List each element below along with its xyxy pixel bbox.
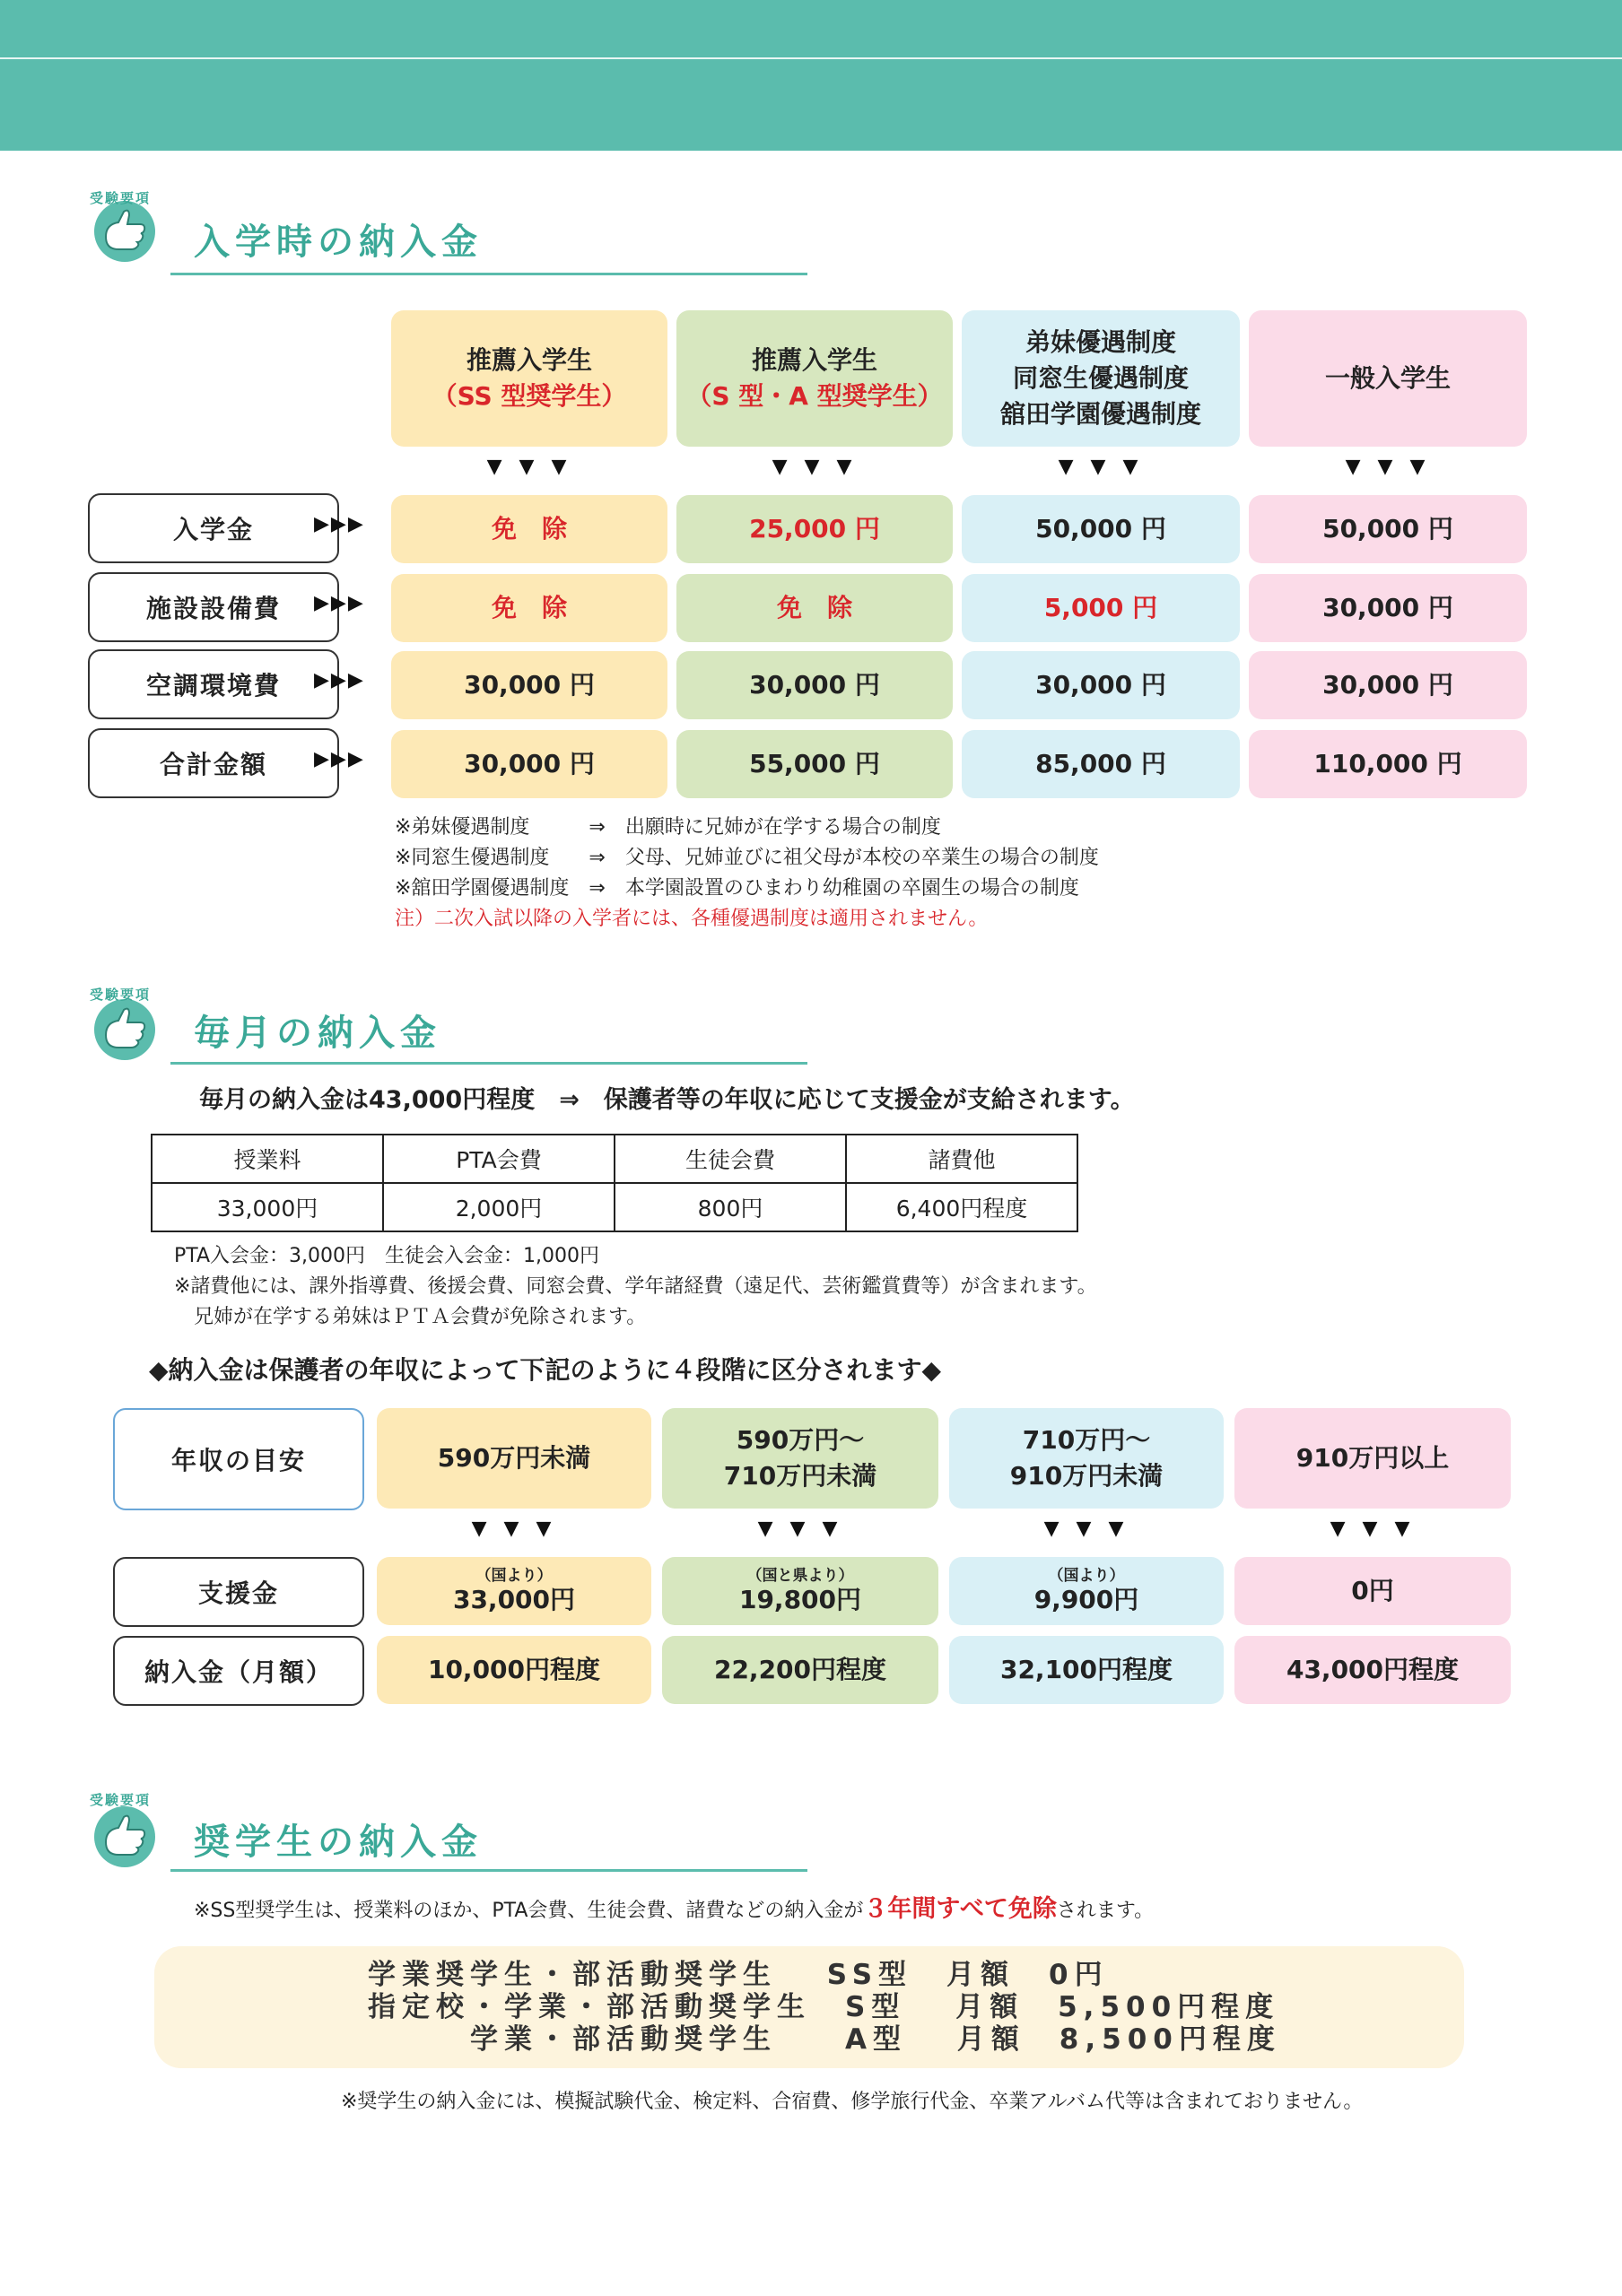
row-label-income: 年収の目安: [113, 1408, 364, 1510]
monthly-intro: 毎月の納入金は43,000円程度 ⇒ 保護者等の年収に応じて支援金が支給されます。: [199, 1086, 1135, 1114]
down-triangle-icon: ▼ ▼ ▼: [1043, 1518, 1129, 1540]
section-rule: [170, 1869, 807, 1872]
cell-value: 30,000 円: [1249, 574, 1527, 642]
cell-value: 5,000 円: [962, 574, 1240, 642]
down-triangle-icon: ▼ ▼ ▼: [1330, 1518, 1416, 1540]
income-bracket-4: 910万円以上: [1234, 1408, 1511, 1509]
table-cell: 6,400円程度: [846, 1183, 1077, 1231]
cell-value: 110,000 円: [1249, 730, 1527, 798]
table-cell: 33,000円: [152, 1183, 383, 1231]
cell-value: 免 除: [391, 574, 667, 642]
income-bracket-3: 710万円～ 910万円未満: [949, 1408, 1224, 1509]
scholar-line: 学業奨学生・部活動奨学生 SS型 月額 0円: [368, 1959, 1109, 1991]
scholar-footnote: ※奨学生の納入金には、模擬試験代金、検定料、合宿費、修学旅行代金、卒業アルバム代等は含まれておりません。: [341, 2091, 1364, 2113]
bracket-heading: ◆納入金は保護者の年収によって下記のように４段階に区分されます◆: [149, 1355, 942, 1385]
scholar-intro: [194, 1889, 1154, 1924]
monthly-fee-table: [151, 1134, 1078, 1232]
cell-value: 免 除: [676, 574, 953, 642]
payment-cell: 43,000円程度: [1234, 1636, 1511, 1704]
cell-value: 50,000 円: [962, 495, 1240, 563]
section-title-admission: 入学時の納入金: [194, 222, 483, 263]
note-line: ※弟妹優遇制度 ⇒ 出願時に兄姉が在学する場合の制度: [395, 816, 941, 839]
table-cell: 800円: [615, 1183, 846, 1231]
note-line: 兄姉が在学する弟妹はＰＴＡ会費が免除されます。: [174, 1306, 647, 1328]
cell-value: 30,000 円: [391, 651, 667, 719]
cell-value: 30,000 円: [391, 730, 667, 798]
column-header-sa: 推薦入学生 （S 型・A 型奨学生）: [676, 310, 953, 447]
right-triangle-icon: ▶▶▶: [314, 669, 365, 691]
row-label-aircon-fee: 空調環境費: [88, 649, 339, 719]
scholar-intro-suffix: されます。: [1056, 1900, 1155, 1922]
scholar-intro-highlight: ３年間すべて免除: [863, 1895, 1057, 1923]
section-title-monthly: 毎月の納入金: [194, 1013, 441, 1054]
note-line: ※舘田学園優遇制度 ⇒ 本学園設置のひまわり幼稚園の卒園生の場合の制度: [395, 877, 1079, 900]
top-banner: [0, 0, 1622, 151]
section-rule: [170, 273, 807, 275]
row-label-support: 支援金: [113, 1557, 364, 1627]
note-warning: 注）二次入試以降の入学者には、各種優遇制度は適用されません。: [395, 908, 989, 930]
column-header-general: 一般入学生: [1249, 310, 1527, 447]
section-tag: 受験要項: [90, 190, 152, 206]
table-header: 諸費他: [846, 1135, 1077, 1183]
income-bracket-2: 590万円～ 710万円未満: [662, 1408, 938, 1509]
down-triangle-icon: ▼ ▼ ▼: [1058, 456, 1144, 478]
table-header: PTA会費: [383, 1135, 615, 1183]
row-label-facility-fee: 施設設備費: [88, 572, 339, 642]
support-cell: （国より） 9,900円: [949, 1557, 1224, 1625]
scholar-line: 学業・部活動奨学生 A型 月額 8,500円程度: [368, 2023, 1281, 2056]
down-triangle-icon: ▼ ▼ ▼: [757, 1518, 843, 1540]
section-tag: 受験要項: [90, 1792, 152, 1808]
row-label-total: 合計金額: [88, 728, 339, 798]
column-header-ss: 推薦入学生 （SS 型奨学生）: [391, 310, 667, 447]
table-header: 授業料: [152, 1135, 383, 1183]
note-line: ※同窓生優遇制度 ⇒ 父母、兄姉並びに祖父母が本校の卒業生の場合の制度: [395, 847, 1099, 869]
cell-value: 25,000 円: [676, 495, 953, 563]
section-tag: 受験要項: [90, 987, 152, 1003]
cell-value: 30,000 円: [1249, 651, 1527, 719]
support-cell: 0円: [1234, 1557, 1511, 1625]
down-triangle-icon: ▼ ▼ ▼: [471, 1518, 557, 1540]
monthly-notes: [174, 1241, 1097, 1333]
table-header: 生徒会費: [615, 1135, 846, 1183]
payment-cell: 10,000円程度: [377, 1636, 651, 1704]
section-title-scholar: 奨学生の納入金: [194, 1822, 483, 1863]
scholar-intro-prefix: ※SS型奨学生は、授業料のほか、PTA会費、生徒会費、諸費などの納入金が: [194, 1900, 864, 1922]
cell-value: 30,000 円: [676, 651, 953, 719]
table-cell: 2,000円: [383, 1183, 615, 1231]
cell-value: 免 除: [391, 495, 667, 563]
right-triangle-icon: ▶▶▶: [314, 592, 365, 614]
cell-value: 30,000 円: [962, 651, 1240, 719]
cell-value: 55,000 円: [676, 730, 953, 798]
cell-value: 85,000 円: [962, 730, 1240, 798]
payment-cell: 32,100円程度: [949, 1636, 1224, 1704]
section-rule: [170, 1062, 807, 1065]
column-header-preferential: 弟妹優遇制度 同窓生優遇制度 舘田学園優遇制度: [962, 310, 1240, 447]
note-line: ※諸費他には、課外指導費、後援会費、同窓会費、学年諸経費（遠足代、芸術鑑賞費等）が含まれます。: [174, 1275, 1097, 1298]
down-triangle-icon: ▼ ▼ ▼: [486, 456, 572, 478]
note-line: PTA入会金：3,000円 生徒会入会金：1,000円: [174, 1245, 600, 1267]
income-bracket-1: 590万円未満: [377, 1408, 651, 1509]
support-cell: （国と県より） 19,800円: [662, 1557, 938, 1625]
scholar-line: 指定校・学業・部活動奨学生 S型 月額 5,500円程度: [368, 1991, 1280, 2023]
right-triangle-icon: ▶▶▶: [314, 748, 365, 770]
down-triangle-icon: ▼ ▼ ▼: [772, 456, 858, 478]
row-label-payment: 納入金（月額）: [113, 1636, 364, 1706]
scholar-lines: [368, 1959, 1281, 2056]
admission-notes: [395, 813, 1099, 935]
down-triangle-icon: ▼ ▼ ▼: [1345, 456, 1431, 478]
payment-cell: 22,200円程度: [662, 1636, 938, 1704]
support-cell: （国より） 33,000円: [377, 1557, 651, 1625]
cell-value: 50,000 円: [1249, 495, 1527, 563]
row-label-entrance-fee: 入学金: [88, 493, 339, 563]
right-triangle-icon: ▶▶▶: [314, 513, 365, 535]
